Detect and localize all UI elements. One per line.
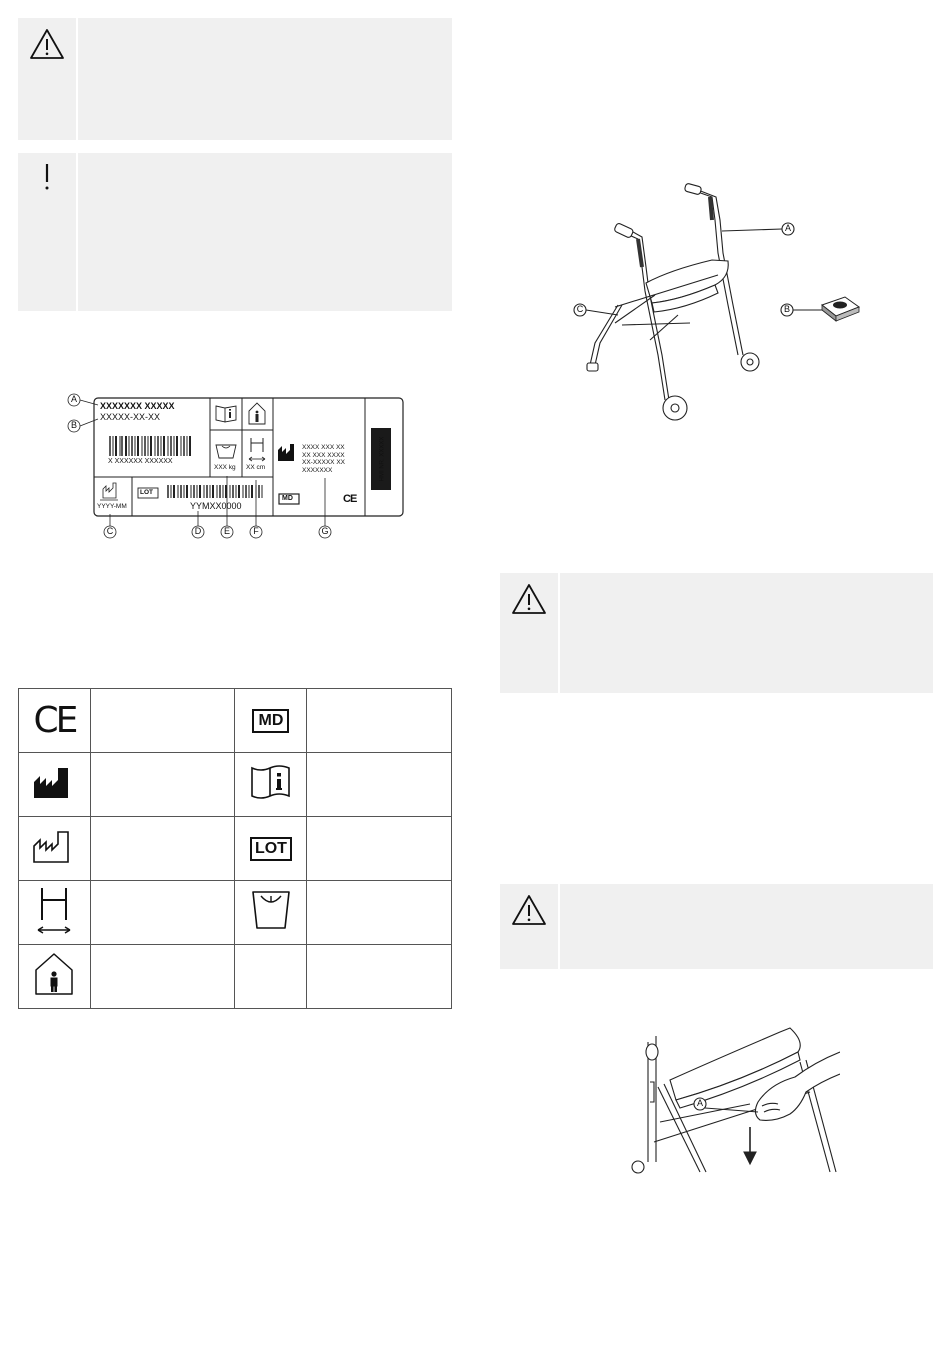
callout-a: A: [70, 394, 77, 404]
label-product-name: XXXXXXX XXXXX: [100, 401, 175, 411]
label-article-number: XXXXX-XX-XX: [100, 412, 161, 422]
table-row: [19, 753, 452, 817]
label-date: YYYY-MM: [97, 503, 127, 510]
seat-callout-a: A: [696, 1098, 703, 1108]
warning-icon: [511, 583, 547, 615]
table-row: [19, 881, 452, 945]
date-of-manufacture-icon: [32, 828, 76, 864]
warning-notice: [500, 573, 933, 693]
instructions-icon: [249, 764, 293, 800]
label-max-weight: XXX kg: [214, 464, 236, 471]
warning-icon: [511, 894, 547, 926]
ce-mark-icon: CE: [33, 700, 76, 741]
warning-notice: [500, 884, 933, 969]
label-size: XX cm: [246, 464, 266, 471]
table-row: [19, 817, 452, 881]
callout-e: E: [223, 526, 230, 536]
seat-release-figure: [630, 1022, 840, 1174]
caution-notice: [18, 153, 452, 311]
label-manufacturer-address: XXXX XXX XX XX XXX XXXX XX-XXXXX XX XXXXXXX: [302, 444, 345, 474]
label-lot-number: YYMXX0000: [190, 501, 242, 511]
walker-callout-c: C: [576, 304, 584, 314]
width-icon: [32, 886, 76, 934]
symbols-table: [18, 688, 452, 1009]
label-lot-tag: LOT: [140, 489, 153, 496]
lot-icon: LOT: [250, 837, 292, 861]
product-label-figure: [60, 388, 410, 548]
label-barcode-text: X XXXXXX XXXXXX: [108, 458, 173, 465]
callout-d: D: [194, 526, 202, 536]
warning-icon: [29, 28, 65, 60]
callout-g: G: [321, 526, 329, 536]
warning-notice: [18, 18, 452, 140]
exclamation-icon: [37, 162, 57, 194]
callout-c: C: [106, 526, 114, 536]
indoor-use-icon: [32, 952, 76, 996]
md-icon: MD: [252, 709, 289, 733]
walker-callout-b: B: [783, 304, 790, 314]
walker-callout-a: A: [784, 223, 791, 233]
table-row: [19, 945, 452, 1009]
callout-f: F: [253, 526, 259, 536]
table-row: [19, 689, 452, 753]
label-ce-mark: CE: [343, 493, 357, 505]
manufacturer-icon: [32, 764, 76, 800]
label-hmi-text: HMI NR. XXXXX: [379, 436, 386, 482]
walker-figure: [560, 175, 870, 425]
callout-b: B: [70, 420, 77, 430]
barcode: [110, 436, 190, 456]
max-user-weight-icon: [249, 888, 293, 932]
label-md-tag: MD: [282, 495, 293, 502]
